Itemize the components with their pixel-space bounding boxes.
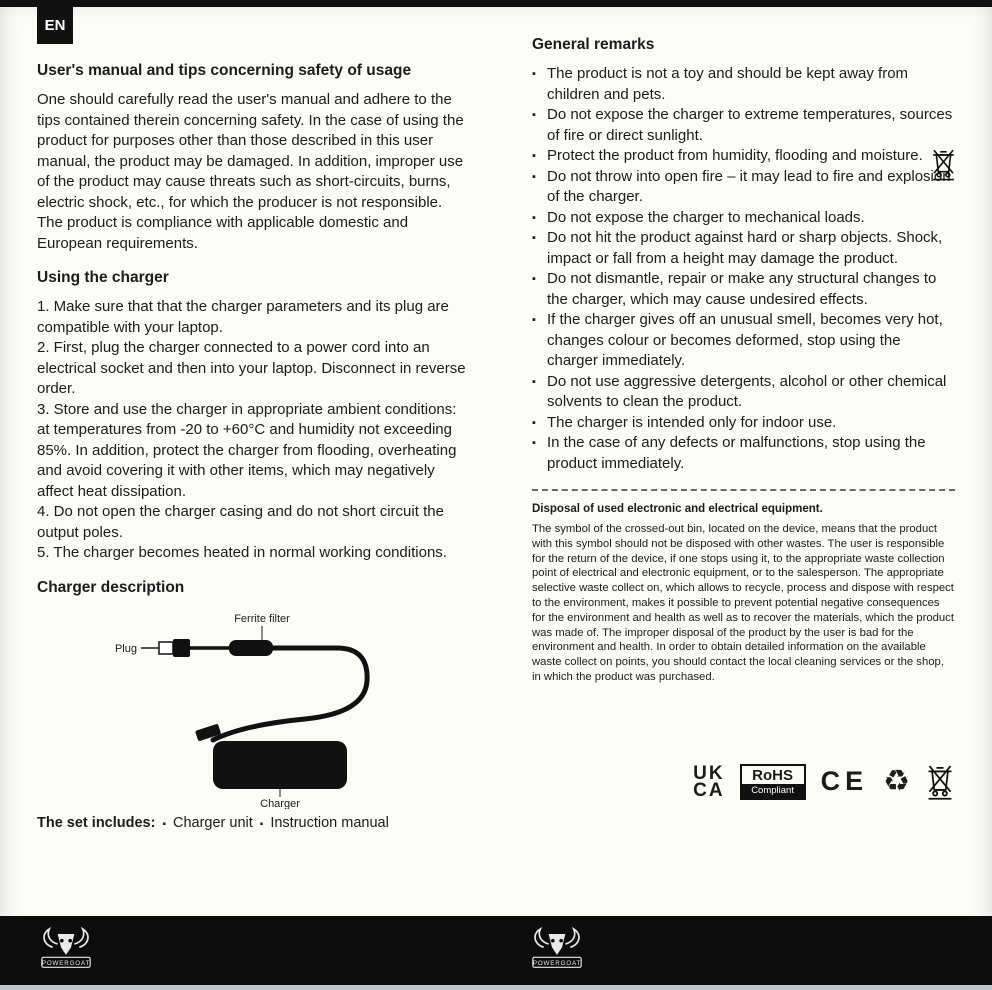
compliance-marks <box>532 761 955 803</box>
remark-item: ▪ Do not hit the product against hard or sharp objects. Shock, impact or fall from a height may damage the product. <box>532 228 955 269</box>
ce-mark: CE <box>820 766 869 797</box>
remark-item: ▪ If the charger gives off an unusual smell, becomes very hot, changes colour or becomes deformed, stop using the charger immediately. <box>532 310 955 372</box>
weee-crossed-bin-icon <box>925 761 955 803</box>
charger-label: Charger <box>260 797 300 809</box>
disposal-text: The symbol of the crossed-out bin, located on the device, means that the product with this symbol should not be disposed with other wastes. The user is responsible for the return of the device, if one stops using it, to the appropriate waste collection point of electrical and electronic equipment, or to the salesperson. The appropriate selective waste collect on, which allows to recycle, process and dispose with respect to the environment, makes it possible to prevent potential negative consequences for the environment and health as well as to recover the materials, which the product was made of. The improper disposal of the product by the user is bad for the environment and health. In order to obtain detailed information on the available waste collect on points, you should contact the local cleaning services or the shop, in which the product was purchased. <box>532 523 954 683</box>
scan-bottom-edge <box>0 985 992 990</box>
footer-bar <box>0 916 992 985</box>
bullet-icon: ▪ <box>532 375 536 388</box>
set-includes-label: The set includes: <box>37 814 156 831</box>
language-badge: EN <box>37 7 73 44</box>
rohs-mark: RoHS Compliant <box>740 764 806 801</box>
brand-emblem <box>527 925 587 978</box>
set-item: Charger unit <box>173 814 253 831</box>
goat-skull-icon <box>36 925 96 973</box>
bullet-icon: ▪ <box>259 818 264 830</box>
bullet-icon: ▪ <box>162 818 166 830</box>
charger-body-icon <box>213 741 347 789</box>
bullet-icon: ▪ <box>532 273 536 285</box>
general-remarks-list <box>532 64 955 474</box>
cable-curve <box>213 648 367 740</box>
bullet-icon: ▪ <box>532 68 536 80</box>
remark-item: ▪ The product is not a toy and should be kept away from children and pets. <box>532 64 955 105</box>
bullet-icon: ▪ <box>532 170 536 183</box>
bullet-icon: ▪ <box>532 150 536 162</box>
plug-label: Plug <box>114 642 137 655</box>
bullet-icon: ▪ <box>532 416 536 429</box>
remark-item: ▪ Do not use aggressive detergents, alcohol or other chemical solvents to clean the product. <box>532 372 955 413</box>
using-charger-steps <box>37 297 469 564</box>
step-item: 4. Do not open the charger casing and do not short circuit the output poles. <box>37 503 444 541</box>
remark-item: ▪ Do not throw into open fire – it may lead to fire and explosion of the charger. <box>532 167 955 208</box>
set-includes-line <box>37 815 469 831</box>
step-item: 3. Store and use the charger in appropriate ambient conditions: at temperatures from -20 to +60°C and humidity not exceeding 85%. In addition, protect the charger from flooding, overheating and avoid covering it with other items, which may negatively affect heat dissipation. <box>37 400 457 500</box>
remark-item: ▪ Do not expose the charger to extreme temperatures, sources of fire or direct sunlight. <box>532 105 955 146</box>
bullet-icon: ▪ <box>532 232 536 244</box>
remark-item: ▪ Protect the product from humidity, flooding and moisture. <box>532 146 955 167</box>
goat-skull-icon <box>527 925 587 973</box>
charger-diagram <box>37 609 467 809</box>
bullet-icon: ▪ <box>532 211 536 224</box>
top-edge-bar <box>0 0 992 7</box>
left-column <box>37 62 469 831</box>
brand-name: POWERGOAT <box>532 959 582 967</box>
right-column <box>532 36 955 803</box>
brand-emblem <box>36 925 96 978</box>
step-item: 5. The charger becomes heated in normal working conditions. <box>37 544 447 561</box>
weee-crossed-bin-icon <box>930 146 957 183</box>
recycle-icon: ♻ <box>883 764 910 798</box>
remark-item: ▪ In the case of any defects or malfunctions, stop using the product immediately. <box>532 433 955 474</box>
ukca-mark: UK CA <box>693 762 725 801</box>
remark-item: ▪ The charger is intended only for indoor use. <box>532 413 955 434</box>
bullet-icon: ▪ <box>532 109 536 121</box>
usage-heading: User's manual and tips concerning safety of usage <box>37 62 412 79</box>
charger-description-heading: Charger description <box>37 578 185 596</box>
remark-item: ▪ Do not dismantle, repair or make any structural changes to the charger, which may cause undesired effects. <box>532 269 955 310</box>
bullet-icon: ▪ <box>532 437 536 449</box>
step-item: 1. Make sure that that the charger parameters and its plug are compatible with your laptop. <box>37 298 449 336</box>
step-item: 2. First, plug the charger connected to a power cord into an electrical socket and then into your laptop. Disconnect in reverse order. <box>37 339 466 397</box>
section-divider <box>532 489 955 491</box>
general-remarks-heading: General remarks <box>532 36 655 53</box>
using-charger-heading: Using the charger <box>37 269 169 286</box>
set-item: Instruction manual <box>270 814 389 831</box>
disposal-heading: Disposal of used electronic and electrical equipment. <box>532 503 823 515</box>
plug-icon <box>159 639 190 657</box>
bullet-icon: ▪ <box>532 314 536 326</box>
ferrite-filter-label: Ferrite filter <box>234 612 290 625</box>
ferrite-filter-icon <box>229 640 273 656</box>
usage-text: One should carefully read the user's manual and adhere to the tips contained therein concerning safety. In the case of using the product for purposes other than those described in this user manual, the product may be damaged. In addition, improper use of the product may cause threats such as short-circuits, burns, electric shock, etc., for which the producer is not responsible. The product is compliance with applicable domestic and European requirements. <box>37 91 464 252</box>
remark-item: ▪ Do not expose the charger to mechanical loads. <box>532 208 955 229</box>
brand-name: POWERGOAT <box>41 959 91 967</box>
